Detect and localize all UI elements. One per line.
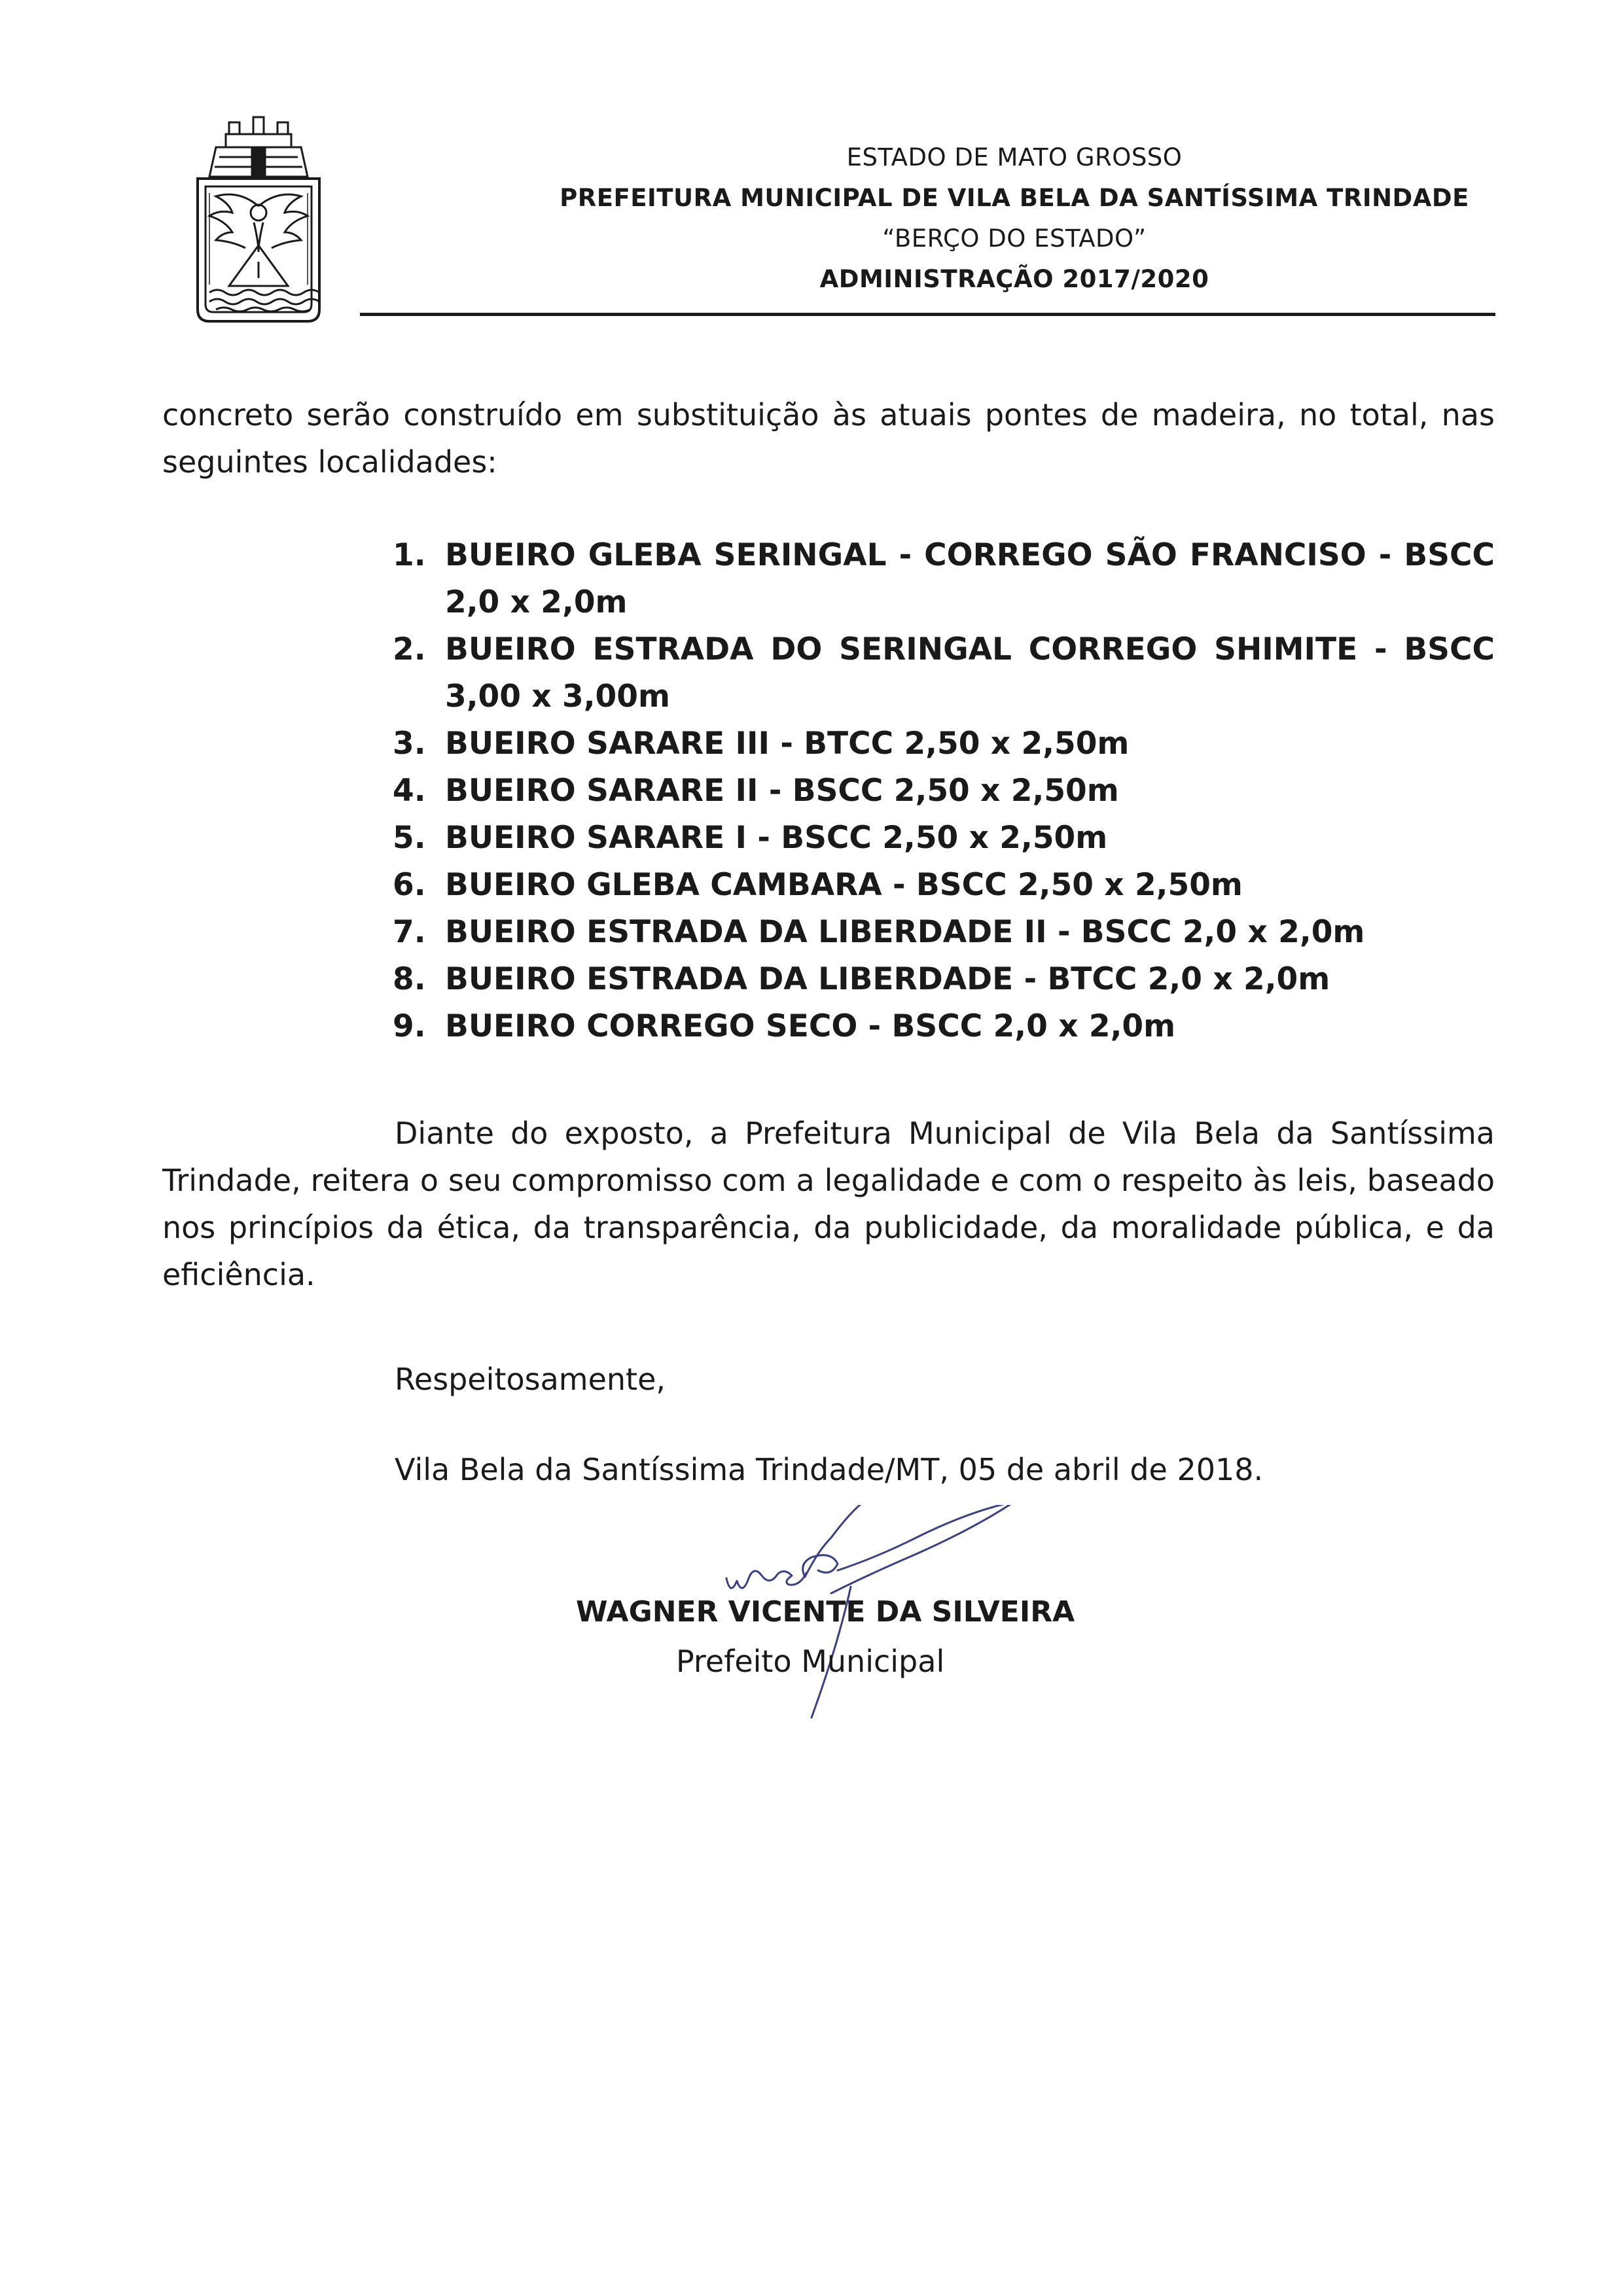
header-divider — [360, 313, 1495, 316]
list-item-number: 7. — [393, 914, 426, 950]
list-item-number: 8. — [393, 961, 426, 997]
list-item-text: BUEIRO GLEBA SERINGAL - CORREGO SÃO FRANCISO - BSCC 2,0 x 2,0m — [445, 537, 1495, 620]
conclusion-paragraph: Diante do exposto, a Prefeitura Municipal de Vila Bela da Santíssima Trindade, reitera o seu compromisso com a legalidade e com o respeito às leis, baseado nos princípios da ética, da transparência, da publicidade, da moralidade pública, e da eficiência. — [162, 1116, 1495, 1292]
list-item — [393, 532, 1495, 626]
list-item — [393, 815, 1495, 862]
list-item-text: BUEIRO ESTRADA DA LIBERDADE II - BSCC 2,0 x 2,0m — [445, 914, 1365, 950]
list-item-number: 4. — [393, 773, 426, 809]
list-item — [393, 862, 1495, 909]
institution-name: PREFEITURA MUNICIPAL DE VILA BELA DA SANTÍSSIMA TRINDADE — [560, 184, 1469, 212]
intro-paragraph: concreto serão construído em substituição às atuais pontes de madeira, no total, nas seguintes localidades: — [162, 397, 1495, 480]
list-item-number: 1. — [393, 537, 426, 573]
state-name: ESTADO DE MATO GROSSO — [846, 143, 1183, 171]
list-item-number: 5. — [393, 820, 426, 856]
list-item — [393, 768, 1495, 815]
motto: “BERÇO DO ESTADO” — [882, 224, 1147, 253]
list-item-number: 2. — [393, 631, 426, 667]
list-item — [393, 720, 1495, 768]
list-item-text: BUEIRO SARARE I - BSCC 2,50 x 2,50m — [445, 820, 1108, 856]
list-item-text: BUEIRO GLEBA CAMBARA - BSCC 2,50 x 2,50m — [445, 867, 1243, 903]
signer-title: Prefeito Municipal — [676, 1644, 945, 1679]
list-item-text: BUEIRO SARARE III - BTCC 2,50 x 2,50m — [445, 726, 1130, 762]
list-item — [393, 909, 1495, 956]
list-item-text: BUEIRO SARARE II - BSCC 2,50 x 2,50m — [445, 773, 1119, 809]
list-item — [393, 626, 1495, 720]
list-item-text: BUEIRO CORREGO SECO - BSCC 2,0 x 2,0m — [445, 1008, 1176, 1044]
place-and-date: Vila Bela da Santíssima Trindade/MT, 05 de abril de 2018. — [395, 1452, 1264, 1487]
list-item — [393, 956, 1495, 1003]
letterhead — [478, 137, 1551, 300]
municipal-coat-of-arms-icon — [190, 115, 327, 330]
list-item — [393, 1003, 1495, 1050]
list-item-number: 3. — [393, 726, 426, 762]
list-item-text: BUEIRO ESTRADA DO SERINGAL CORREGO SHIMITE - BSCC 3,00 x 3,00m — [445, 631, 1495, 715]
locations-list — [393, 532, 1495, 1050]
list-item-number: 6. — [393, 867, 426, 903]
list-item-text: BUEIRO ESTRADA DA LIBERDADE - BTCC 2,0 x 2,0m — [445, 961, 1330, 997]
administration-period: ADMINISTRAÇÃO 2017/2020 — [819, 265, 1209, 293]
list-item-number: 9. — [393, 1008, 426, 1044]
signer-name: WAGNER VICENTE DA SILVEIRA — [576, 1595, 1075, 1629]
closing-salutation: Respeitosamente, — [395, 1362, 666, 1397]
